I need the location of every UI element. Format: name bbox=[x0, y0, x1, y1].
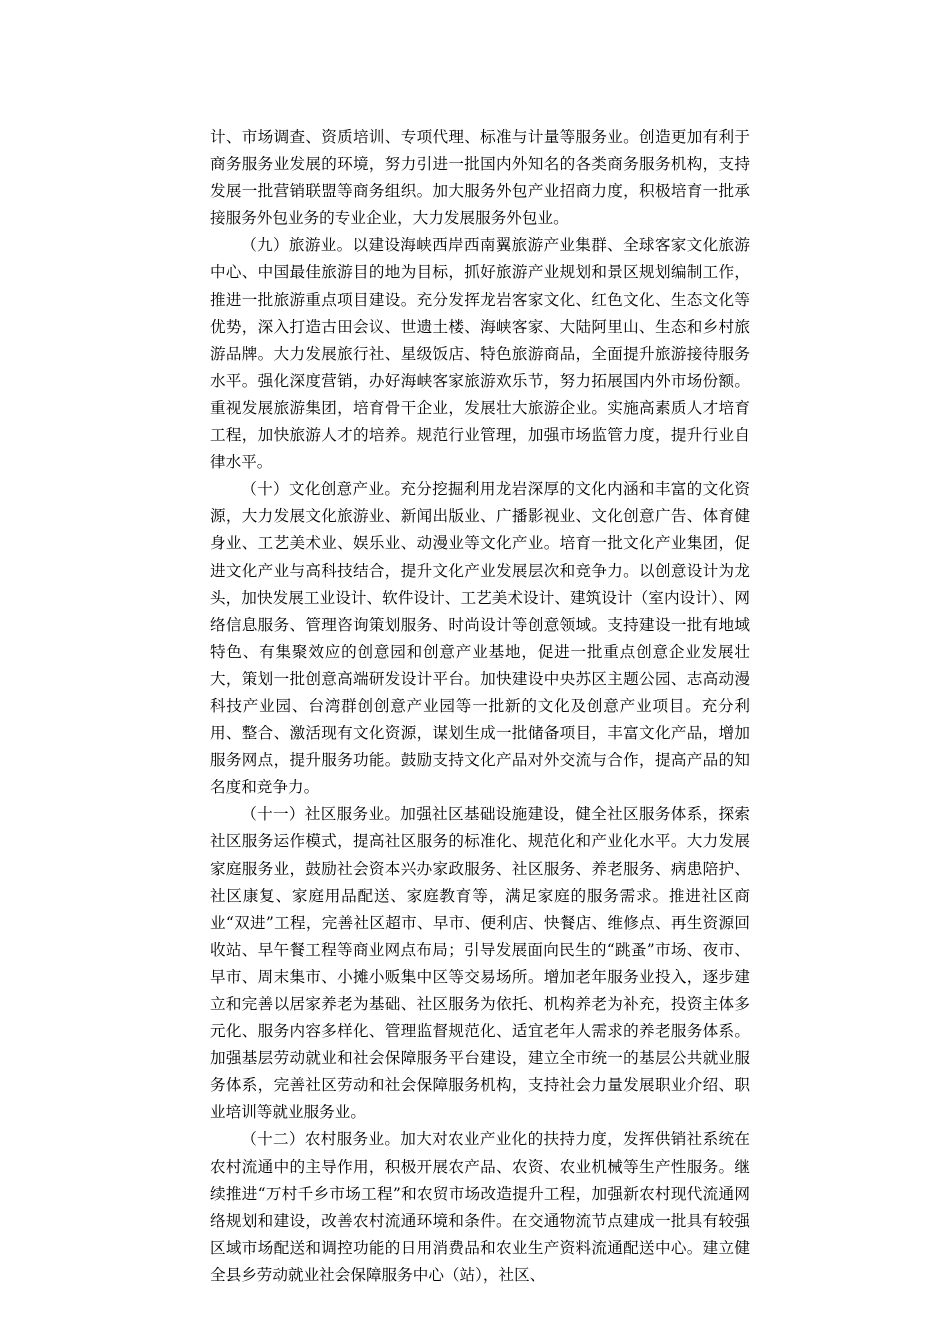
paragraph-cultural-creative: （十）文化创意产业。充分挖掘利用龙岩深厚的文化内涵和丰富的文化资源，大力发展文化旅游业、新闻出版业、广播影视业、文化创意广告、体育健身业、工艺美术业、娱乐业、动漫业等文化产业。培育一批文化产业集团，促进文化产业与高科技结合，提升文化产业发展层次和竞争力。以创意设计为龙头，加快发展工业设计、软件设计、工艺美术设计、建筑设计（室内设计）、网络信息服务、管理咨询策划服务、时尚设计等创意领域。支持建设一批有地域特色、有集聚效应的创意园和创意产业基地，促进一批重点创意企业发展壮大，策划一批创意高端研发设计平台。加快建设中央苏区主题公园、志高动漫科技产业园、台湾群创创意产业园等一批新的文化及创意产业项目。充分利用、整合、激活现有文化资源，谋划生成一批储备项目，丰富文化产品，增加服务网点，提升服务功能。鼓励支持文化产品对外交流与合作，提高产品的知名度和竞争力。 bbox=[210, 480, 750, 797]
document-page bbox=[210, 124, 750, 1289]
paragraph-tourism: （九）旅游业。以建设海峡西岸西南翼旅游产业集群、全球客家文化旅游中心、中国最佳旅游目的地为目标，抓好旅游产业规划和景区规划编制工作，推进一批旅游重点项目建设。充分发挥龙岩客家文化、红色文化、生态文化等优势，深入打造古田会议、世遗土楼、海峡客家、大陆阿里山、生态和乡村旅游品牌。大力发展旅行社、星级饭店、特色旅游商品，全面提升旅游接待服务水平。强化深度营销，办好海峡客家旅游欢乐节，努力拓展国内外市场份额。重视发展旅游集团，培育骨干企业，发展壮大旅游企业。实施高素质人才培育工程，加快旅游人才的培养。规范行业管理，加强市场监管力度，提升行业自律水平。 bbox=[210, 236, 750, 472]
paragraph-community-services: （十一）社区服务业。加强社区基础设施建设，健全社区服务体系，探索社区服务运作模式，提高社区服务的标准化、规范化和产业化水平。大力发展家庭服务业，鼓励社会资本兴办家政服务、社区服务、养老服务、病患陪护、社区康复、家庭用品配送、家庭教育等，满足家庭的服务需求。推进社区商业“双进”工程，完善社区超市、早市、便利店、快餐店、维修点、再生资源回收站、早午餐工程等商业网点布局；引导发展面向民生的“跳蚤”市场、夜市、早市、周末集市、小摊小贩集中区等交易场所。增加老年服务业投入，逐步建立和完善以居家养老为基础、社区服务为依托、机构养老为补充，投资主体多元化、服务内容多样化、管理监督规范化、适宜老年人需求的养老服务体系。加强基层劳动就业和社会保障服务平台建设，建立全市统一的基层公共就业服务体系，完善社区劳动和社会保障服务机构，支持社会力量发展职业介绍、职业培训等就业服务业。 bbox=[210, 805, 750, 1122]
paragraph-business-services: 计、市场调查、资质培训、专项代理、标准与计量等服务业。创造更加有利于商务服务业发展的环境，努力引进一批国内外知名的各类商务服务机构，支持发展一批营销联盟等商务组织。加大服务外包产业招商力度，积极培育一批承接服务外包业务的专业企业，大力发展服务外包业。 bbox=[210, 128, 750, 228]
paragraph-rural-services: （十二）农村服务业。加大对农业产业化的扶持力度，发挥供销社系统在农村流通中的主导作用，积极开展农产品、农资、农业机械等生产性服务。继续推进“万村千乡市场工程”和农贸市场改造提升工程，加强新农村现代流通网络规划和建设，改善农村流通环境和条件。在交通物流节点建成一批具有较强区域市场配送和调控功能的日用消费品和农业生产资料流通配送中心。建立健全县乡劳动就业社会保障服务中心（站），社区、 bbox=[210, 1130, 750, 1284]
